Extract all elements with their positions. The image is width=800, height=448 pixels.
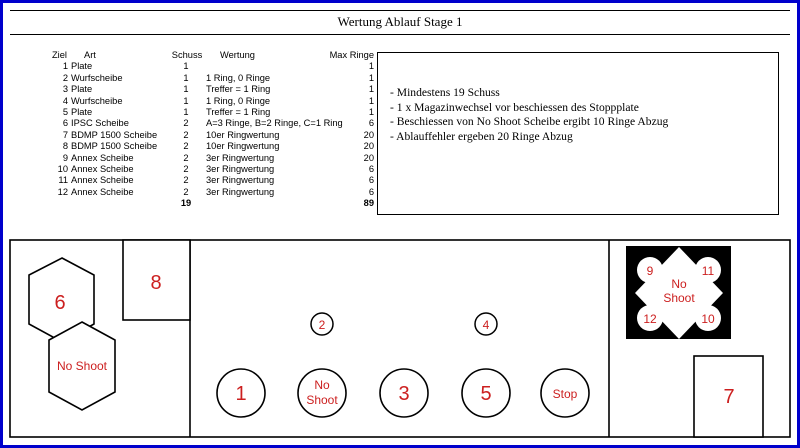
header-schuss: Schuss [171,50,203,60]
cell-wertung: 1 Ring, 0 Ringe [206,72,271,83]
no-shoot-plate-label-line1: No [314,378,330,392]
cell-schuss: 2 [183,141,189,152]
annex-no-shoot-label-line2: Shoot [663,291,695,305]
total-schuss: 19 [180,198,192,209]
cell-max-ringe: 1 [368,61,374,72]
cell-schuss: 2 [183,163,189,174]
cell-schuss: 2 [183,186,189,197]
cell-max-ringe: 20 [363,152,374,163]
cell-ziel: 8 [62,141,68,152]
cell-schuss: 2 [183,129,189,140]
annex-target-12-label: 12 [643,312,657,326]
cell-art: BDMP 1500 Scheibe [71,141,158,152]
cell-wertung: Treffer = 1 Ring [206,106,271,117]
cell-art: Wurfscheibe [71,95,123,106]
cell-max-ringe: 6 [368,175,374,186]
cell-schuss: 1 [183,84,189,95]
cell-schuss: 2 [183,118,189,129]
annex-target-11-label: 11 [701,264,715,278]
cell-art: Plate [71,61,93,72]
note-item: - Mindestens 19 Schuss [390,86,500,99]
cell-ziel: 5 [62,106,68,117]
cell-wertung: 10er Ringwertung [206,141,280,152]
annex-target-10-label: 10 [701,312,715,326]
cell-wertung: 3er Ringwertung [206,186,275,197]
cell-ziel: 9 [62,152,68,163]
cell-wertung: Treffer = 1 Ring [206,84,271,95]
cell-schuss: 1 [183,95,189,106]
note-item: - Ablauffehler ergeben 20 Ringe Abzug [390,129,573,143]
cell-art: BDMP 1500 Scheibe [71,129,158,140]
cell-schuss: 2 [183,175,189,186]
cell-ziel: 3 [62,84,68,95]
cell-wertung: A=3 Ringe, B=2 Ringe, C=1 Ring [206,118,343,129]
cell-art: Annex Scheibe [71,163,134,174]
target-8-label: 8 [150,272,162,294]
cell-max-ringe: 20 [363,129,374,140]
cell-ziel: 7 [62,129,68,140]
cell-wertung: 3er Ringwertung [206,175,275,186]
total-max-ringe: 89 [363,198,374,209]
annex-no-shoot-label-line1: No [671,277,687,291]
cell-wertung: 3er Ringwertung [206,152,275,163]
header-art: Art [84,50,96,60]
cell-art: Annex Scheibe [71,175,134,186]
cell-art: Wurfscheibe [71,72,123,83]
header-wertung: Wertung [220,50,255,60]
plate-1-label: 1 [235,383,247,405]
cell-art: Plate [71,84,93,95]
page-title: Wertung Ablauf Stage 1 [10,10,790,35]
cell-ziel: 4 [62,95,68,106]
cell-ziel: 10 [57,163,68,174]
no-shoot-plate-label-line2: Shoot [306,393,338,407]
header-ziel: Ziel [52,50,67,60]
cell-max-ringe: 1 [368,84,374,95]
cell-schuss: 1 [183,72,189,83]
target-4-label: 4 [482,318,490,332]
cell-max-ringe: 1 [368,72,374,83]
cell-ziel: 1 [62,61,68,72]
cell-ziel: 2 [62,72,68,83]
plate-3-label: 3 [398,383,410,405]
annex-target-9-label: 9 [646,264,654,278]
cell-max-ringe: 6 [368,118,374,129]
cell-ziel: 6 [62,118,68,129]
target-6-label: 6 [54,292,66,314]
cell-max-ringe: 6 [368,163,374,174]
target-2-label: 2 [318,318,326,332]
cell-wertung: 3er Ringwertung [206,163,275,174]
cell-ziel: 12 [57,186,68,197]
note-item: - 1 x Magazinwechsel vor beschiessen des Stoppplate [390,100,639,114]
target-7-label: 7 [723,386,735,408]
note-item: - Beschiessen von No Shoot Scheibe ergibt 10 Ringe Abzug [390,115,669,128]
cell-art: IPSC Scheibe [71,118,129,129]
cell-max-ringe: 20 [363,141,374,152]
header-max-ringe: Max Ringe [329,50,374,60]
cell-schuss: 1 [183,106,189,117]
stop-plate-label: Stop [552,387,578,401]
plate-5-label: 5 [480,383,492,405]
no-shoot-hexagon-label: No Shoot [56,359,108,373]
cell-schuss: 1 [183,61,189,72]
cell-schuss: 2 [183,152,189,163]
cell-art: Plate [71,106,93,117]
cell-art: Annex Scheibe [71,152,134,163]
cell-max-ringe: 1 [368,95,374,106]
cell-wertung: 10er Ringwertung [206,129,280,140]
cell-ziel: 11 [58,175,68,186]
cell-max-ringe: 6 [368,186,374,197]
cell-wertung: 1 Ring, 0 Ringe [206,95,271,106]
cell-max-ringe: 1 [368,106,374,117]
cell-art: Annex Scheibe [71,186,134,197]
